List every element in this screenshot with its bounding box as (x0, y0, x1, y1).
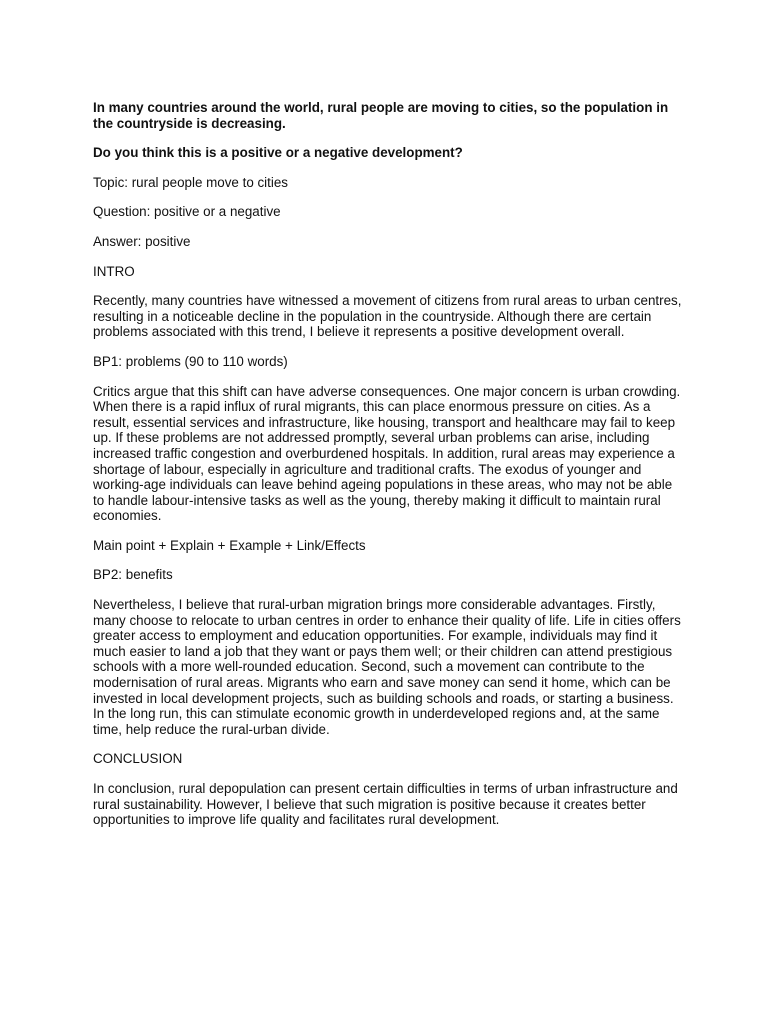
bp2-heading: BP2: benefits (93, 567, 173, 583)
question-line: Question: positive or a negative (93, 204, 281, 220)
answer-line: Answer: positive (93, 233, 191, 249)
conclusion-heading: CONCLUSION (93, 751, 183, 767)
structure-note: Main point + Explain + Example + Link/Effects (93, 537, 366, 553)
intro-heading: INTRO (93, 263, 135, 279)
topic-line: Topic: rural people move to cities (93, 174, 289, 190)
bp1-heading: BP1: problems (90 to 110 words) (93, 353, 288, 369)
bp2-paragraph: Nevertheless, I believe that rural-urban migration brings more considerable advantages. Firstly, many choose to relocate to urban centres in order to enhance their quality of life. Life in cities offers greater access to employment and education opportunities. For example, individuals may find it much easier to land a job that they want or pays them well; or their children can attend prestigious schools with a more well-rounded education. Second, such a movement can contribute to the modernisation of rural areas. Migrants who earn and save money can send it home, which can be invested in local development projects, such as building schools and roads, or starting a business. In the long run, this can stimulate economic growth in underdeveloped regions and, at the same time, help reduce the rural-urban divide. (93, 597, 681, 737)
prompt-question: Do you think this is a positive or a negative development? (93, 145, 463, 161)
conclusion-paragraph: In conclusion, rural depopulation can present certain difficulties in terms of urban infrastructure and rural sustainability. However, I believe that such migration is positive because it creates better opportunities to improve life quality and facilitates rural development. (93, 781, 678, 828)
intro-paragraph: Recently, many countries have witnessed a movement of citizens from rural areas to urban centres, resulting in a noticeable decline in the population in the countryside. Although there are certain problems associated with this trend, I believe it represents a positive development overall. (93, 293, 682, 340)
essay-document (93, 100, 683, 842)
prompt-statement: In many countries around the world, rural people are moving to cities, so the population in the countryside is decreasing. (93, 100, 669, 131)
bp1-paragraph: Critics argue that this shift can have adverse consequences. One major concern is urban crowding. When there is a rapid influx of rural migrants, this can place enormous pressure on cities. As a result, essential services and infrastructure, like housing, transport and healthcare may fail to keep up. If these problems are not addressed promptly, several urban problems can arise, including increased traffic congestion and overburdened hospitals. In addition, rural areas may experience a shortage of labour, especially in agriculture and traditional crafts. The exodus of younger and working-age individuals can leave behind ageing populations in these areas, who may not be able to handle labour-intensive tasks as well as the young, thereby making it difficult to maintain rural economies. (93, 383, 681, 524)
